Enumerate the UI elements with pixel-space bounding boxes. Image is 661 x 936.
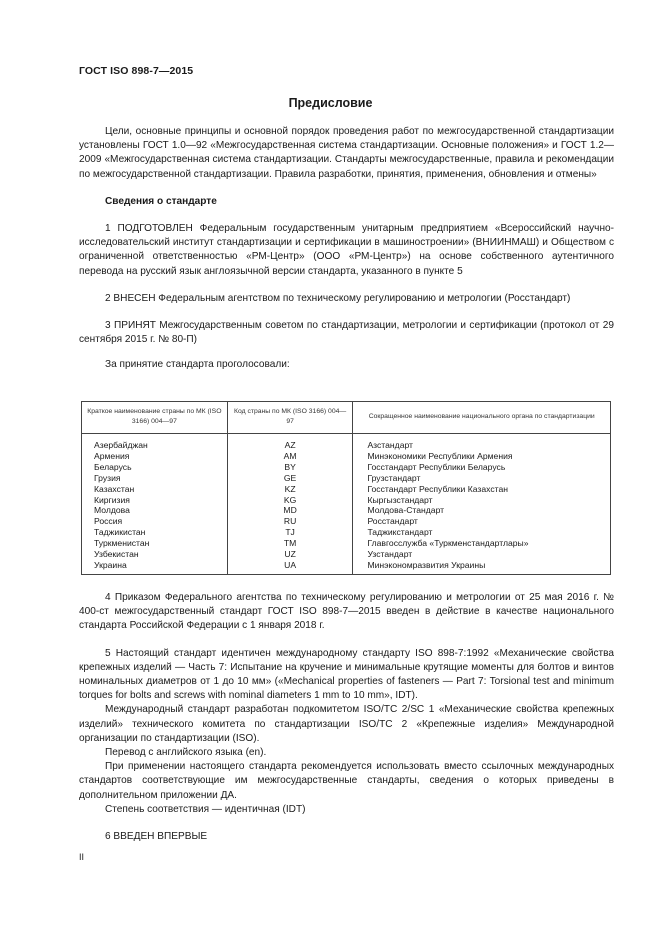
table-row	[82, 473, 611, 484]
column-header-body: Сокращенное наименование национального органа по стандартизации	[353, 402, 611, 434]
code-cell: GE	[227, 473, 353, 484]
code-cell: TM	[227, 538, 353, 549]
country-cell: Туркменистан	[82, 538, 228, 549]
table-row	[82, 495, 611, 506]
standards-body-cell: Госстандарт Республики Беларусь	[353, 462, 611, 473]
country-cell: Украина	[82, 560, 228, 574]
code-cell: KZ	[227, 484, 353, 495]
item-5-application-paragraph: При применении настоящего стандарта рекомендуется использовать вместо ссылочных международных стандартов соответствующие им межгосударственные стандарты, сведения о которых приведены в дополнительном приложении ДА.	[79, 761, 614, 801]
page-title: Предисловие	[288, 96, 373, 110]
document-header: ГОСТ ISO 898-7—2015	[79, 65, 194, 77]
item-6-paragraph: 6 ВВЕДЕН ВПЕРВЫЕ	[105, 831, 208, 843]
country-cell: Россия	[82, 516, 228, 527]
standards-body-cell: Минэкономики Республики Армения	[353, 451, 611, 462]
item-4-paragraph: 4 Приказом Федерального агентства по техническому регулированию и метрологии от 25 мая 2016 г. № 400-ст межгосударственный стандарт ГОСТ ISO 898-7—2015 введен в действие в качестве национального стандарта Российской Федерации с 1 января 2018 г.	[79, 592, 614, 632]
table-row	[82, 451, 611, 462]
table-row	[82, 560, 611, 574]
code-cell: AM	[227, 451, 353, 462]
table-row	[82, 484, 611, 495]
standards-body-cell: Минэкономразвития Украины	[353, 560, 611, 574]
item-5-paragraph: 5 Настоящий стандарт идентичен международному стандарту ISO 898-7:1992 «Механические свойства крепежных изделий — Часть 7: Испытание на кручение и минимальные крутящие моменты для болтов и винтов номинальных диаметров от 1 до 10 мм» («Mechanical properties of fasteners — Part 7: Torsional test and minimum torques for bolts and screws with nominal diameters 1 mm to 10 mm», IDT).	[79, 647, 614, 702]
country-cell: Узбекистан	[82, 549, 228, 560]
item-1-paragraph: 1 ПОДГОТОВЛЕН Федеральным государственным унитарным предприятием «Всероссийский научно-исследовательский институт стандартизации и сертификации в машиностроении» (ВНИИНМАШ) и Обществом с ограниченной ответственностью «РМ-Центр» (ООО «РМ-Центр») на основе собственного аутентичного перевода на русский язык англоязычной версии стандарта, указанного в пункте 5	[79, 223, 614, 277]
preface-text-top	[79, 125, 614, 373]
standards-body-cell: Госстандарт Республики Казахстан	[353, 484, 611, 495]
code-cell: MD	[227, 505, 353, 516]
standards-body-cell: Главгосслужба «Туркменстандартлары»	[353, 538, 611, 549]
table-row	[82, 538, 611, 549]
code-cell: RU	[227, 516, 353, 527]
page-number: II	[79, 852, 85, 862]
voted-caption: За принятие стандарта проголосовали:	[105, 359, 290, 371]
table-row	[82, 549, 611, 560]
code-cell: KG	[227, 495, 353, 506]
preface-text-bottom	[79, 591, 614, 844]
column-header-country: Краткое наименование страны по МК (ISO 3166) 004—97	[82, 402, 228, 434]
table-header-row	[82, 402, 611, 434]
table-row	[82, 462, 611, 473]
item-3-paragraph: 3 ПРИНЯТ Межгосударственным советом по стандартизации, метрологии и сертификации (протокол от 29 сентября 2015 г. № 80-П)	[79, 320, 614, 346]
table-row	[82, 527, 611, 538]
country-cell: Грузия	[82, 473, 228, 484]
code-cell: BY	[227, 462, 353, 473]
country-cell: Молдова	[82, 505, 228, 516]
country-cell: Беларусь	[82, 462, 228, 473]
country-cell: Армения	[82, 451, 228, 462]
standards-body-cell: Молдова-Стандарт	[353, 505, 611, 516]
standards-body-cell: Грузстандарт	[353, 473, 611, 484]
code-cell: AZ	[227, 434, 353, 451]
section-subheading: Сведения о стандарте	[105, 195, 217, 207]
country-cell: Киргизия	[82, 495, 228, 506]
standards-body-cell: Азстандарт	[353, 434, 611, 451]
standards-body-cell: Узстандарт	[353, 549, 611, 560]
standards-body-cell: Росстандарт	[353, 516, 611, 527]
country-cell: Казахстан	[82, 484, 228, 495]
country-cell: Таджикистан	[82, 527, 228, 538]
country-cell: Азербайджан	[82, 434, 228, 451]
standards-body-cell: Кыргызстандарт	[353, 495, 611, 506]
column-header-code: Код страны по МК (ISO 3166) 004—97	[227, 402, 353, 434]
item-5-conformity-paragraph: Степень соответствия — идентичная (IDT)	[105, 803, 306, 815]
code-cell: TJ	[227, 527, 353, 538]
table-row	[82, 434, 611, 451]
item-5-translation-paragraph: Перевод с английского языка (en).	[105, 747, 267, 759]
table-row	[82, 505, 611, 516]
code-cell: UA	[227, 560, 353, 574]
item-2-paragraph: 2 ВНЕСЕН Федеральным агентством по техническому регулированию и метрологии (Росстандарт)	[105, 292, 571, 304]
standards-body-cell: Таджикстандарт	[353, 527, 611, 538]
intro-paragraph: Цели, основные принципы и основной порядок проведения работ по межгосударственной стандартизации установлены ГОСТ 1.0—92 «Межгосударственная система стандартизации. Основные положения» и ГОСТ 1.2—2009 «Межгосударственная система стандартизации. Стандарты межгосударственные, правила и рекомендации по межгосударственной стандартизации. Правила разработки, принятия, применения, обновления и отмены»	[79, 126, 614, 180]
item-5-developer-paragraph: Международный стандарт разработан подкомитетом ISO/TC 2/SC 1 «Механические свойства крепежных изделий» технического комитета по стандартизации ISO/TC 2 «Крепежные изделия» Международной организации по стандартизации (ISO).	[79, 704, 614, 744]
table-row	[82, 516, 611, 527]
code-cell: UZ	[227, 549, 353, 560]
voting-countries-table	[81, 401, 611, 575]
